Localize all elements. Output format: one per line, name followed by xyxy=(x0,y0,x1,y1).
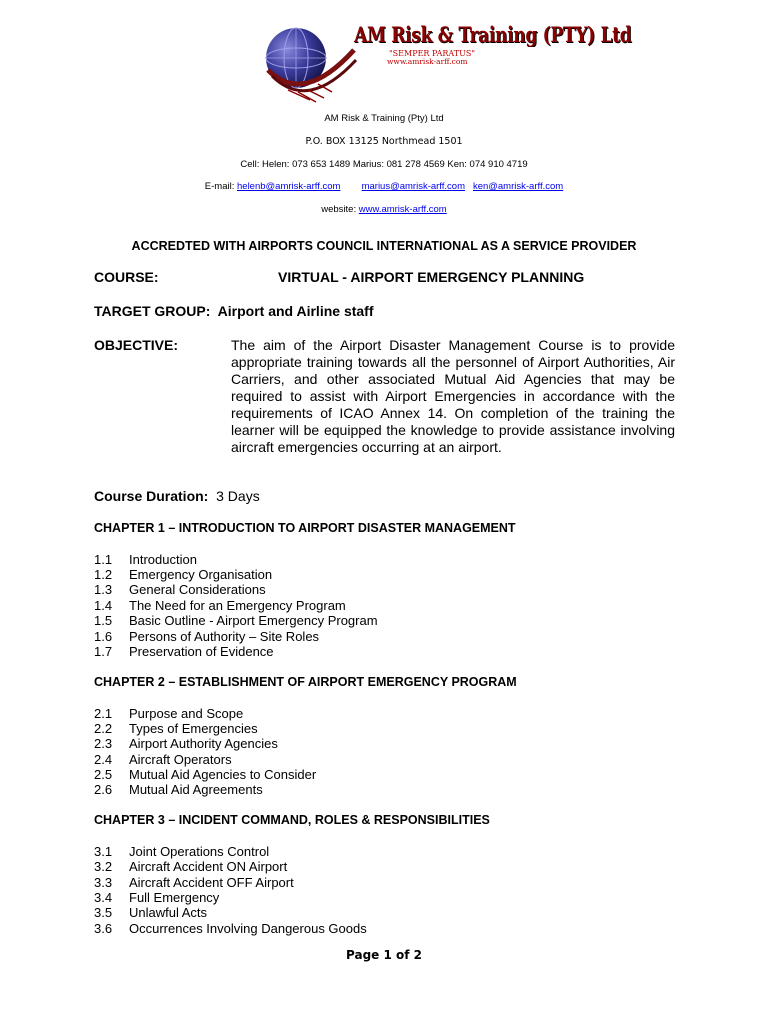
target-label: TARGET GROUP: xyxy=(94,303,211,319)
duration-value: 3 Days xyxy=(216,488,260,504)
list-item: 1.4 The Need for an Emergency Program xyxy=(94,598,346,613)
cell-numbers: Cell: Helen: 073 653 1489 Marius: 081 278 4569 Ken: 074 910 4719 xyxy=(240,159,528,170)
course-label: COURSE: xyxy=(94,269,159,285)
list-item: 3.5 Unlawful Acts xyxy=(94,905,208,920)
objective-text: The aim of the Airport Disaster Management Course is to provide appropriate training towards all the personnel of Airport Authorities, Air Carriers, and other associated Mutual Aid Agencies that may be required to assist with Airport Emergencies in accordance with the requirements of ICAO Annex 14. On completion of the training the learner will be equipped the knowledge to provide assistance involving aircraft emergencies occurring at an airport. xyxy=(231,337,675,455)
list-item: 3.2 Aircraft Accident ON Airport xyxy=(94,859,288,874)
logo-website: www.amrisk-arff.com xyxy=(387,57,468,66)
email-link-helen[interactable]: helenb@amrisk-arff.com xyxy=(237,181,341,192)
list-item: 3.1 Joint Operations Control xyxy=(94,844,270,859)
chapter-2-title: CHAPTER 2 – ESTABLISHMENT OF AIRPORT EMERGENCY PROGRAM xyxy=(94,675,517,689)
list-item: 3.6 Occurrences Involving Dangerous Goods xyxy=(94,921,367,936)
email-link-marius[interactable]: marius@amrisk-arff.com xyxy=(361,181,466,192)
list-item: 1.5 Basic Outline - Airport Emergency Program xyxy=(94,613,378,628)
list-item: 2.1 Purpose and Scope xyxy=(94,706,244,721)
website-label: website: xyxy=(321,204,357,215)
company-logo xyxy=(258,20,632,108)
list-item: 3.4 Full Emergency xyxy=(94,890,220,905)
chapter-3-title: CHAPTER 3 – INCIDENT COMMAND, ROLES & RESPONSIBILITIES xyxy=(94,813,490,827)
list-item: 2.5 Mutual Aid Agencies to Consider xyxy=(94,767,317,782)
duration-label: Course Duration: xyxy=(94,488,209,504)
list-item: 1.6 Persons of Authority – Site Roles xyxy=(94,629,320,644)
page-number: Page 1 of 2 xyxy=(346,948,422,962)
list-item: 1.2 Emergency Organisation xyxy=(94,567,273,582)
logo-title: AM Risk & Training (PTY) Ltd xyxy=(354,22,632,47)
list-item: 2.3 Airport Authority Agencies xyxy=(94,736,278,751)
logo-motto: "SEMPER PARATUS" xyxy=(389,49,476,58)
globe-swoosh-icon xyxy=(258,20,358,108)
po-box: P.O. BOX 13125 Northmead 1501 xyxy=(305,136,463,147)
accreditation-heading: ACCREDTED WITH AIRPORTS COUNCIL INTERNATIONAL AS A SERVICE PROVIDER xyxy=(131,239,637,253)
target-group xyxy=(94,303,374,319)
website-link[interactable]: www.amrisk-arff.com xyxy=(358,204,447,215)
list-item: 2.2 Types of Emergencies xyxy=(94,721,258,736)
email-label: E-mail: xyxy=(204,181,235,192)
course-duration xyxy=(94,488,260,504)
website-line xyxy=(0,204,768,215)
company-name: AM Risk & Training (Pty) Ltd xyxy=(324,113,444,124)
list-item: 1.3 General Considerations xyxy=(94,582,266,597)
objective-label: OBJECTIVE: xyxy=(94,337,179,353)
email-line xyxy=(0,181,768,192)
list-item: 3.3 Aircraft Accident OFF Airport xyxy=(94,875,294,890)
chapter-1-title: CHAPTER 1 – INTRODUCTION TO AIRPORT DISASTER MANAGEMENT xyxy=(94,521,516,535)
email-link-ken[interactable]: ken@amrisk-arff.com xyxy=(472,181,564,192)
course-value: VIRTUAL - AIRPORT EMERGENCY PLANNING xyxy=(278,269,585,285)
list-item: 2.6 Mutual Aid Agreements xyxy=(94,782,263,797)
list-item: 1.1 Introduction xyxy=(94,552,197,567)
target-value: Airport and Airline staff xyxy=(217,303,374,319)
list-item: 1.7 Preservation of Evidence xyxy=(94,644,274,659)
list-item: 2.4 Aircraft Operators xyxy=(94,752,232,767)
